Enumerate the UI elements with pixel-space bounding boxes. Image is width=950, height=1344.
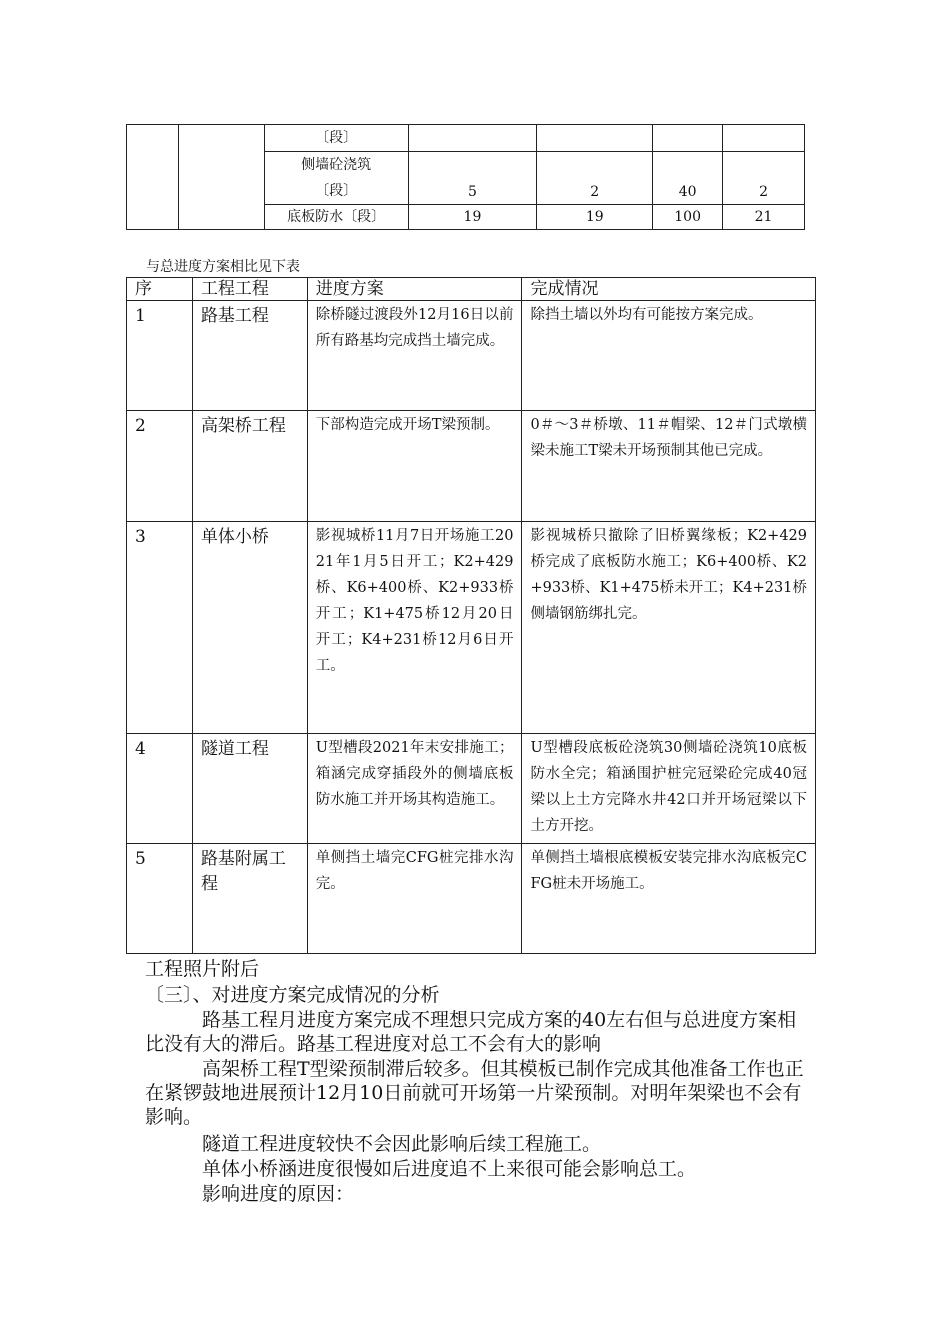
status-text: 0＃～3＃桥墩、11＃帽梁、12＃门式墩横梁未施工T梁未开场预制其他已完成。 xyxy=(522,411,816,522)
table-row xyxy=(127,411,816,522)
table-row xyxy=(127,522,816,734)
value-cell xyxy=(537,125,653,152)
column-header: 工程工程 xyxy=(192,278,307,301)
progress-stats-table xyxy=(126,124,805,230)
row-label: 〔段〕 xyxy=(264,125,408,152)
table-row xyxy=(127,301,816,411)
value-cell xyxy=(723,125,805,152)
value-cell: 21 xyxy=(723,205,805,230)
table-row xyxy=(127,734,816,844)
value-cell: 40 xyxy=(653,152,723,205)
value-cell: 2 xyxy=(723,152,805,205)
analysis-paragraph: 路基工程月进度方案完成不理想只完成方案的40左右但与总进度方案相比没有大的滞后。路基工程进度对总工不会有大的影响 xyxy=(145,1009,797,1055)
plan-text: 影视城桥11月7日开场施工2021年1月5日开工；K2+429桥、K6+400桥、K2+933桥开工；K1+475桥12月20日开工；K4+231桥12月6日开工。 xyxy=(307,522,522,734)
analysis-paragraph: 高架桥工程T型梁预制滞后较多。但其模板已制作完成其他准备工作也正在紧锣鼓地进展预计12月10日前就可开场第一片梁预制。对明年架梁也不会有影响。 xyxy=(145,1058,804,1128)
project-name: 单体小桥 xyxy=(192,522,307,734)
value-cell: 19 xyxy=(408,205,537,230)
analysis-paragraph: 影响进度的原因： xyxy=(202,1183,355,1205)
row-label-line: 侧墙砼浇筑 xyxy=(301,157,372,173)
row-number: 4 xyxy=(127,734,193,844)
column-header: 完成情况 xyxy=(522,278,816,301)
status-text: 除挡土墙以外均有可能按方案完成。 xyxy=(522,301,816,411)
project-name: 隧道工程 xyxy=(192,734,307,844)
value-cell xyxy=(408,125,537,152)
plan-text: 单侧挡土墙完CFG桩完排水沟完。 xyxy=(307,844,522,954)
column-header: 序 xyxy=(127,278,193,301)
value-cell xyxy=(653,125,723,152)
plan-text: 除桥隧过渡段外12月16日以前所有路基均完成挡土墙完成。 xyxy=(307,301,522,411)
merged-cell xyxy=(127,125,179,230)
value-cell: 100 xyxy=(653,205,723,230)
value-cell: 2 xyxy=(537,152,653,205)
row-label-line: 〔段〕 xyxy=(315,183,358,199)
project-name: 路基附属工程 xyxy=(192,844,307,954)
row-number: 1 xyxy=(127,301,193,411)
analysis-paragraph: 单体小桥涵进度很慢如后进度追不上来很可能会影响总工。 xyxy=(202,1158,697,1180)
row-number: 5 xyxy=(127,844,193,954)
row-number: 3 xyxy=(127,522,193,734)
row-label xyxy=(264,152,408,205)
table-row xyxy=(127,125,805,152)
project-name: 路基工程 xyxy=(192,301,307,411)
column-header: 进度方案 xyxy=(307,278,522,301)
value-cell: 19 xyxy=(537,205,653,230)
section-heading: 〔三〕、对进度方案完成情况的分析 xyxy=(145,984,440,1006)
schedule-comparison-table xyxy=(126,277,816,954)
row-label: 底板防水〔段〕 xyxy=(264,205,408,230)
status-text: 影视城桥只撤除了旧桥翼缘板；K2+429桥完成了底板防水施工；K6+400桥、K2+933桥、K1+475桥未开工；K4+231桥侧墙钢筋绑扎完。 xyxy=(522,522,816,734)
status-text: 单侧挡土墙根底模板安装完排水沟底板完CFG桩未开场施工。 xyxy=(522,844,816,954)
analysis-paragraph: 隧道工程进度较快不会因此影响后续工程施工。 xyxy=(202,1133,602,1155)
photos-note: 工程照片附后 xyxy=(145,958,260,980)
plan-text: 下部构造完成开场T梁预制。 xyxy=(307,411,522,522)
table-row xyxy=(127,844,816,954)
table-header-row xyxy=(127,278,816,301)
value-cell: 5 xyxy=(408,152,537,205)
table-caption: 与总进度方案相比见下表 xyxy=(146,259,300,275)
plan-text: U型槽段2021年末安排施工；箱涵完成穿插段外的侧墙底板防水施工并开场其构造施工。 xyxy=(307,734,522,844)
row-number: 2 xyxy=(127,411,193,522)
project-name: 高架桥工程 xyxy=(192,411,307,522)
merged-cell xyxy=(178,125,264,230)
status-text: U型槽段底板砼浇筑30侧墙砼浇筑10底板防水全完；箱涵围护桩完冠梁砼完成40冠梁以上土方完降水井42口并开场冠梁以下土方开挖。 xyxy=(522,734,816,844)
